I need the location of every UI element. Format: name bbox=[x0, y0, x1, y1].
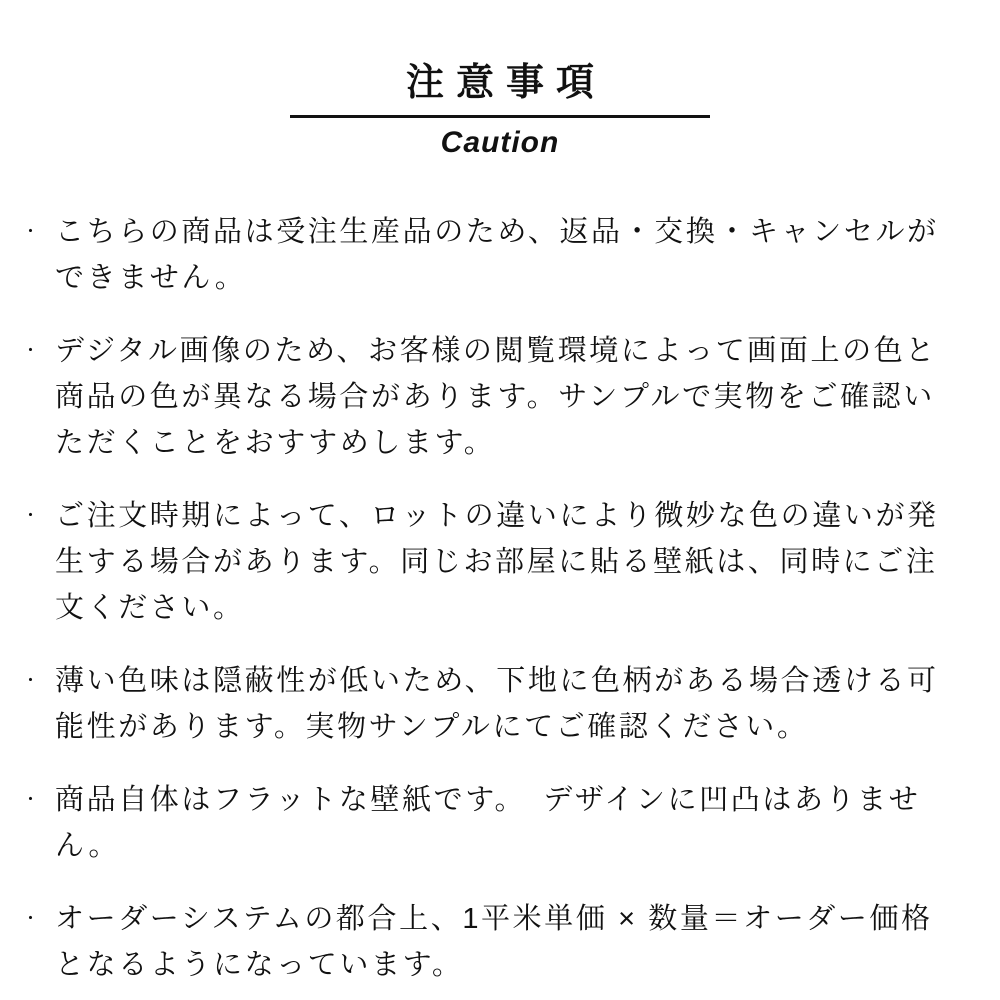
page-subtitle: Caution bbox=[440, 125, 560, 159]
list-item-text: デジタル画像のため、お客様の閲覧環境によって画面上の色と商品の色が異なる場合があります。サンプルで実物をご確認いただくことをおすすめします。 bbox=[55, 334, 937, 459]
list-item bbox=[22, 209, 964, 301]
list-item bbox=[22, 328, 964, 466]
list-item-text: ご注文時期によって、ロットの違いにより微妙な色の違いが発生する場合があります。同じお部屋に貼る壁紙は、同時にご注文ください。 bbox=[55, 499, 939, 624]
list-item bbox=[22, 493, 964, 631]
caution-list bbox=[0, 209, 1000, 988]
list-item bbox=[22, 658, 964, 750]
list-item bbox=[22, 896, 964, 988]
list-item-text: オーダーシステムの都合上、1平米単価 × 数量＝オーダー価格となるようになっています。 bbox=[55, 902, 933, 981]
bullet-dot-icon: ・ bbox=[22, 505, 39, 525]
caution-section-header bbox=[0, 0, 1000, 161]
title-divider bbox=[290, 115, 710, 118]
list-item bbox=[22, 777, 964, 869]
bullet-dot-icon: ・ bbox=[22, 908, 39, 928]
bullet-dot-icon: ・ bbox=[22, 789, 39, 809]
page-title: 注意事項 bbox=[405, 62, 606, 104]
bullet-dot-icon: ・ bbox=[22, 670, 39, 690]
bullet-dot-icon: ・ bbox=[22, 340, 39, 360]
list-item-text: 薄い色味は隠蔽性が低いため、下地に色柄がある場合透ける可能性があります。実物サンプルにてご確認ください。 bbox=[55, 664, 939, 743]
bullet-dot-icon: ・ bbox=[22, 221, 39, 241]
list-item-text: こちらの商品は受注生産品のため、返品・交換・キャンセルができません。 bbox=[55, 215, 939, 294]
list-item-text: 商品自体はフラットな壁紙です。 デザインに凹凸はありません。 bbox=[55, 783, 921, 862]
